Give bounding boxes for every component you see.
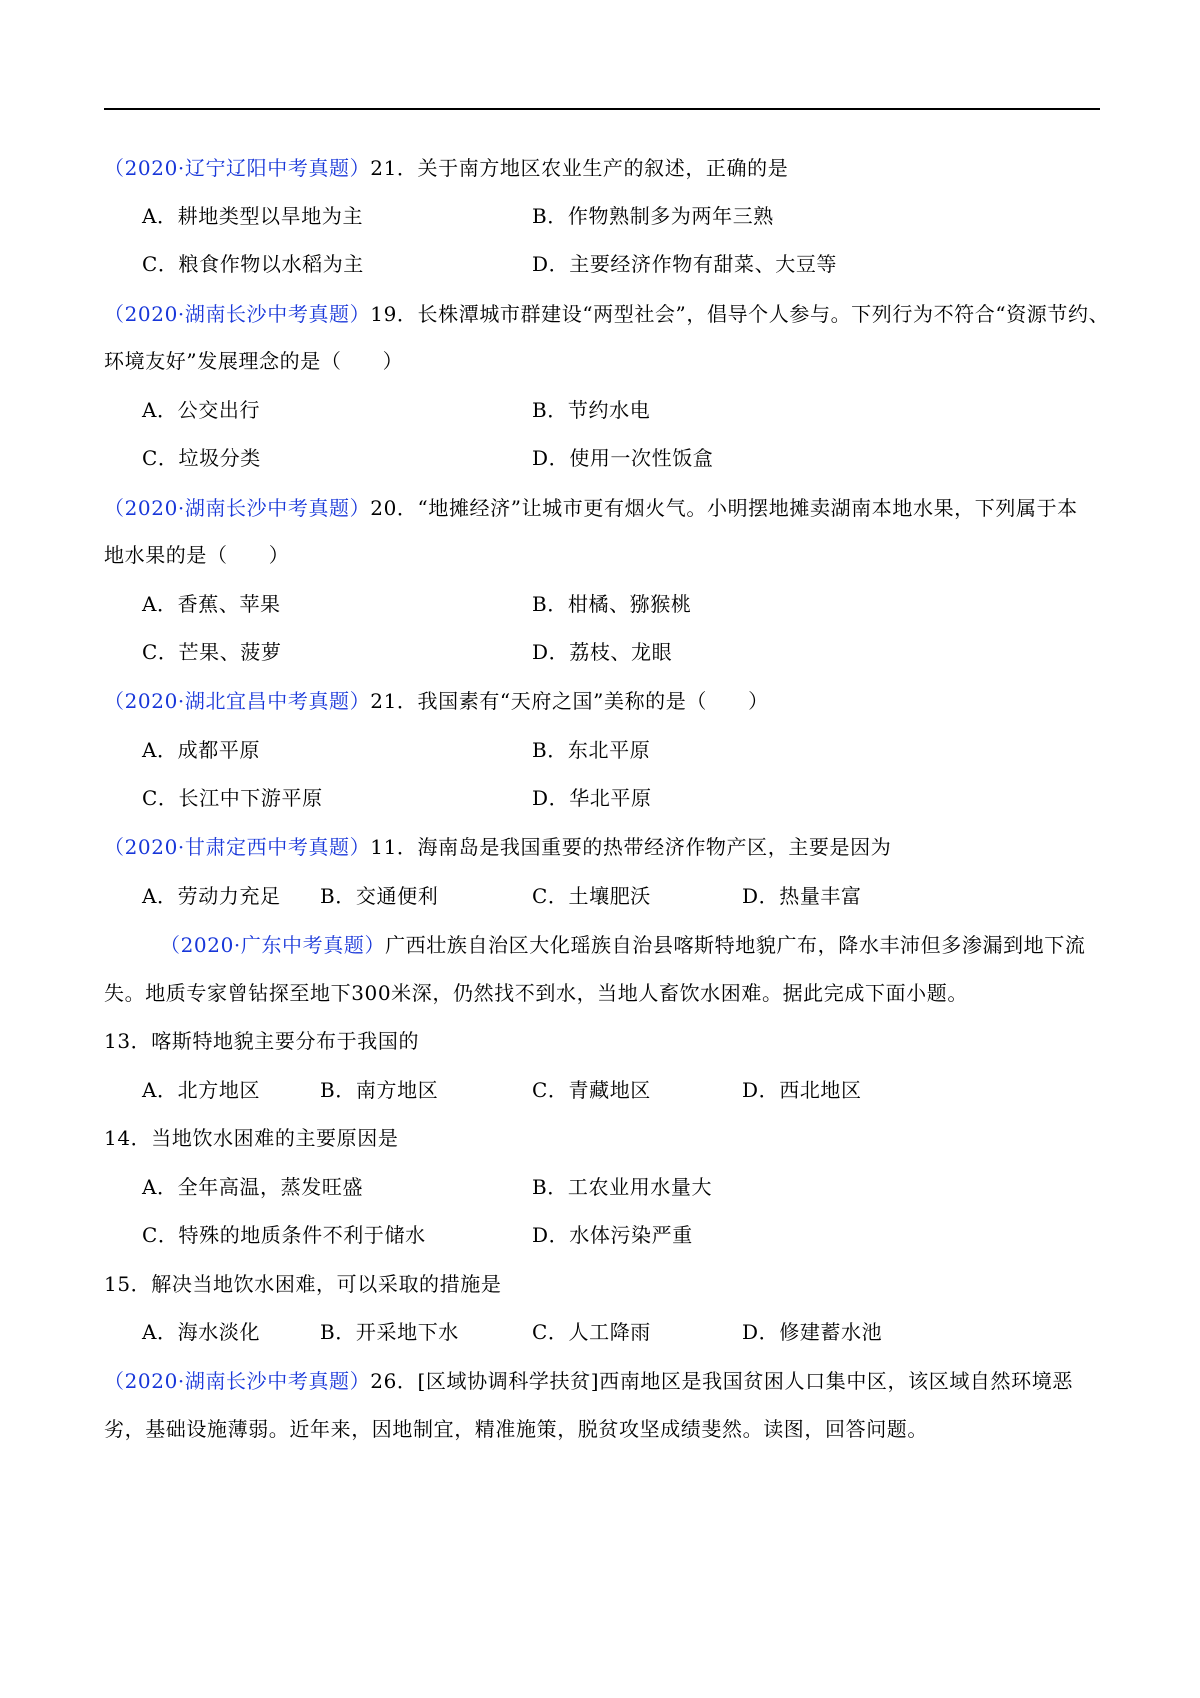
- question-21-liaoyang: [104, 155, 788, 181]
- option-b: B．南方地区: [320, 1078, 439, 1102]
- material-guangdong: [160, 932, 1085, 958]
- question-source: （2020·湖南长沙中考真题）: [104, 302, 371, 326]
- option-d: D．使用一次性饭盒: [532, 446, 714, 470]
- option-a: A．全年高温，蒸发旺盛: [142, 1175, 364, 1199]
- question-26-changsha: [104, 1368, 1073, 1394]
- option-d: D．热量丰富: [742, 884, 862, 908]
- option-d: D．水体污染严重: [532, 1223, 693, 1247]
- option-a: A．成都平原: [142, 738, 261, 762]
- option-c: C．人工降雨: [532, 1320, 651, 1344]
- question-source: （2020·甘肃定西中考真题）: [104, 835, 371, 859]
- question-stem-line2: 环境友好”发展理念的是（ ）: [104, 349, 404, 373]
- question-13: 13．喀斯特地貌主要分布于我国的: [104, 1029, 420, 1053]
- question-15: 15．解决当地饮水困难，可以采取的措施是: [104, 1272, 502, 1296]
- question-20-changsha: [104, 495, 1078, 521]
- question-stem: 11．海南岛是我国重要的热带经济作物产区，主要是因为: [370, 835, 892, 859]
- option-b: B．柑橘、猕猴桃: [532, 592, 692, 616]
- option-b: B．节约水电: [532, 398, 651, 422]
- option-c: C．芒果、菠萝: [142, 640, 282, 664]
- material-text-line2: 失。地质专家曾钻探至地下300米深，仍然找不到水，当地人畜饮水困难。据此完成下面小题。: [104, 981, 968, 1005]
- question-stem-line1: 26．[区域协调科学扶贫]西南地区是我国贫困人口集中区，该区域自然环境恶: [370, 1369, 1073, 1393]
- option-d: D．主要经济作物有甜菜、大豆等: [532, 252, 838, 276]
- option-b: B．作物熟制多为两年三熟: [532, 204, 774, 228]
- question-source: （2020·湖南长沙中考真题）: [104, 496, 371, 520]
- question-stem-line2: 劣，基础设施薄弱。近年来，因地制宜，精准施策，脱贫攻坚成绩斐然。读图，回答问题。: [104, 1417, 928, 1441]
- option-d: D．华北平原: [532, 786, 652, 810]
- option-c: C．长江中下游平原: [142, 786, 323, 810]
- question-stem-line1: 19．长株潭城市群建设“两型社会”，倡导个人参与。下列行为不符合“资源节约、: [370, 302, 1110, 326]
- option-c: C．青藏地区: [532, 1078, 651, 1102]
- option-a: A．劳动力充足: [142, 884, 281, 908]
- option-b: B．交通便利: [320, 884, 439, 908]
- question-11-dingxi: [104, 834, 891, 860]
- option-b: B．东北平原: [532, 738, 651, 762]
- option-d: D．修建蓄水池: [742, 1320, 883, 1344]
- option-c: C．粮食作物以水稻为主: [142, 252, 364, 276]
- question-source: （2020·辽宁辽阳中考真题）: [104, 156, 371, 180]
- question-stem: 21．关于南方地区农业生产的叙述，正确的是: [370, 156, 789, 180]
- option-a: A．公交出行: [142, 398, 261, 422]
- question-14: 14．当地饮水困难的主要原因是: [104, 1126, 399, 1150]
- option-b: B．工农业用水量大: [532, 1175, 713, 1199]
- option-a: A．香蕉、苹果: [142, 592, 281, 616]
- question-21-yichang: [104, 688, 769, 714]
- option-a: A．耕地类型以旱地为主: [142, 204, 364, 228]
- question-source: （2020·湖北宜昌中考真题）: [104, 689, 371, 713]
- option-a: A．海水淡化: [142, 1320, 261, 1344]
- question-19-changsha: [104, 301, 1109, 327]
- option-c: C．特殊的地质条件不利于储水: [142, 1223, 426, 1247]
- option-d: D．荔枝、龙眼: [532, 640, 673, 664]
- question-stem-line1: 20．“地摊经济”让城市更有烟火气。小明摆地摊卖湖南本地水果，下列属于本: [370, 496, 1078, 520]
- option-c: C．土壤肥沃: [532, 884, 651, 908]
- question-stem-line2: 地水果的是（ ）: [104, 543, 290, 567]
- question-source: （2020·广东中考真题）: [160, 933, 386, 957]
- option-b: B．开采地下水: [320, 1320, 459, 1344]
- question-stem: 21．我国素有“天府之国”美称的是（ ）: [370, 689, 769, 713]
- question-source: （2020·湖南长沙中考真题）: [104, 1369, 371, 1393]
- option-a: A．北方地区: [142, 1078, 261, 1102]
- header-rule: [104, 108, 1100, 110]
- material-text-line1: 广西壮族自治区大化瑶族自治县喀斯特地貌广布，降水丰沛但多渗漏到地下流: [385, 933, 1086, 957]
- option-c: C．垃圾分类: [142, 446, 261, 470]
- option-d: D．西北地区: [742, 1078, 862, 1102]
